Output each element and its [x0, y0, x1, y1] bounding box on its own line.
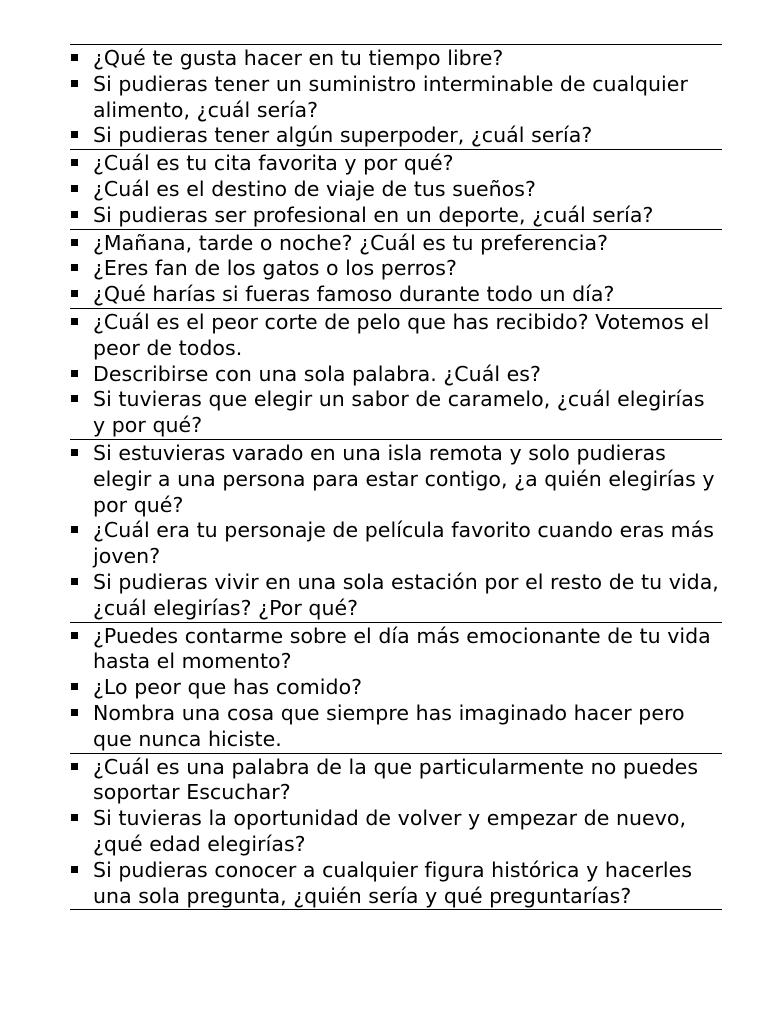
- square-bullet-icon: [71, 449, 78, 456]
- question-item: [70, 755, 722, 807]
- square-bullet-icon: [71, 526, 78, 533]
- square-bullet-icon: [71, 683, 78, 690]
- question-item: [70, 231, 722, 257]
- question-text: Si tuvieras que elegir un sabor de caramelo, ¿cuál elegirías y por qué?: [93, 387, 705, 438]
- square-bullet-icon: [71, 264, 78, 271]
- square-bullet-icon: [71, 159, 78, 166]
- question-group: [70, 753, 722, 911]
- square-bullet-icon: [71, 318, 78, 325]
- square-bullet-icon: [71, 185, 78, 192]
- question-group: [70, 308, 722, 439]
- question-list: [70, 440, 722, 622]
- question-item: [70, 123, 722, 149]
- question-item: [70, 806, 722, 858]
- square-bullet-icon: [71, 131, 78, 138]
- square-bullet-icon: [71, 866, 78, 873]
- square-bullet-icon: [71, 632, 78, 639]
- question-group: [70, 622, 722, 753]
- question-text: ¿Cuál era tu personaje de película favorito cuando eras más joven?: [93, 518, 715, 569]
- question-text: Si pudieras vivir en una sola estación por el resto de tu vida, ¿cuál elegirías? ¿Por qué?: [93, 569, 719, 620]
- square-bullet-icon: [71, 239, 78, 246]
- question-item: [70, 310, 722, 362]
- square-bullet-icon: [71, 814, 78, 821]
- question-list: [70, 230, 722, 308]
- question-text: ¿Qué te gusta hacer en tu tiempo libre?: [93, 46, 504, 70]
- question-text: Nombra una cosa que siempre has imaginado hacer pero que nunca hiciste.: [93, 700, 685, 751]
- question-item: [70, 518, 722, 570]
- question-group: [70, 44, 722, 149]
- question-text: Si pudieras conocer a cualquier figura histórica y hacerles una sola pregunta, ¿quién sería y qué preguntarías?: [93, 857, 693, 908]
- question-list: [70, 623, 722, 753]
- question-group: [70, 149, 722, 228]
- question-text: Si pudieras ser profesional en un deporte, ¿cuál sería?: [93, 202, 654, 227]
- question-text: ¿Cuál es tu cita favorita y por qué?: [93, 151, 454, 176]
- question-group: [70, 229, 722, 308]
- question-text: Describirse con una sola palabra. ¿Cuál es?: [93, 361, 541, 386]
- question-text: Si pudieras tener un suministro interminable de cualquier alimento, ¿cuál sería?: [93, 71, 688, 122]
- square-bullet-icon: [71, 578, 78, 585]
- question-item: [70, 203, 722, 229]
- question-text: Si tuvieras la oportunidad de volver y empezar de nuevo, ¿qué edad elegirías?: [93, 806, 687, 856]
- question-item: [70, 701, 722, 753]
- question-document: [70, 44, 722, 910]
- square-bullet-icon: [71, 80, 78, 87]
- question-list: [70, 754, 722, 910]
- question-item: [70, 624, 722, 676]
- question-list: [70, 150, 722, 228]
- question-item: [70, 151, 722, 177]
- question-item: [70, 256, 722, 282]
- question-list: [70, 45, 722, 149]
- question-item: [70, 282, 722, 308]
- question-text: ¿Lo peor que has comido?: [93, 675, 363, 700]
- question-group: [70, 439, 722, 622]
- square-bullet-icon: [71, 54, 78, 61]
- question-item: [70, 441, 722, 518]
- question-text: Si estuvieras varado en una isla remota y solo pudieras elegir a una persona para estar contigo, ¿a quién elegirías y por qué?: [93, 440, 715, 517]
- square-bullet-icon: [71, 211, 78, 218]
- square-bullet-icon: [71, 290, 78, 297]
- question-text: ¿Eres fan de los gatos o los perros?: [93, 256, 457, 281]
- question-text: ¿Cuál es el destino de viaje de tus sueños?: [93, 176, 536, 201]
- question-text: Si pudieras tener algún superpoder, ¿cuál sería?: [93, 123, 593, 148]
- question-item: [70, 46, 722, 72]
- question-text: ¿Qué harías si fueras famoso durante todo un día?: [93, 282, 615, 307]
- question-item: [70, 570, 722, 622]
- question-text: ¿Puedes contarme sobre el día más emocionante de tu vida hasta el momento?: [93, 623, 711, 674]
- question-item: [70, 362, 722, 388]
- question-item: [70, 72, 722, 124]
- question-item: [70, 387, 722, 439]
- square-bullet-icon: [71, 370, 78, 377]
- question-text: ¿Cuál es una palabra de la que particularmente no puedes soportar Escuchar?: [93, 754, 699, 805]
- square-bullet-icon: [71, 709, 78, 716]
- question-text: ¿Cuál es el peor corte de pelo que has recibido? Votemos el peor de todos.: [93, 309, 710, 360]
- square-bullet-icon: [71, 763, 78, 770]
- question-list: [70, 309, 722, 439]
- question-text: ¿Mañana, tarde o noche? ¿Cuál es tu preferencia?: [93, 230, 609, 255]
- question-item: [70, 858, 722, 910]
- question-item: [70, 675, 722, 701]
- square-bullet-icon: [71, 395, 78, 402]
- question-item: [70, 177, 722, 203]
